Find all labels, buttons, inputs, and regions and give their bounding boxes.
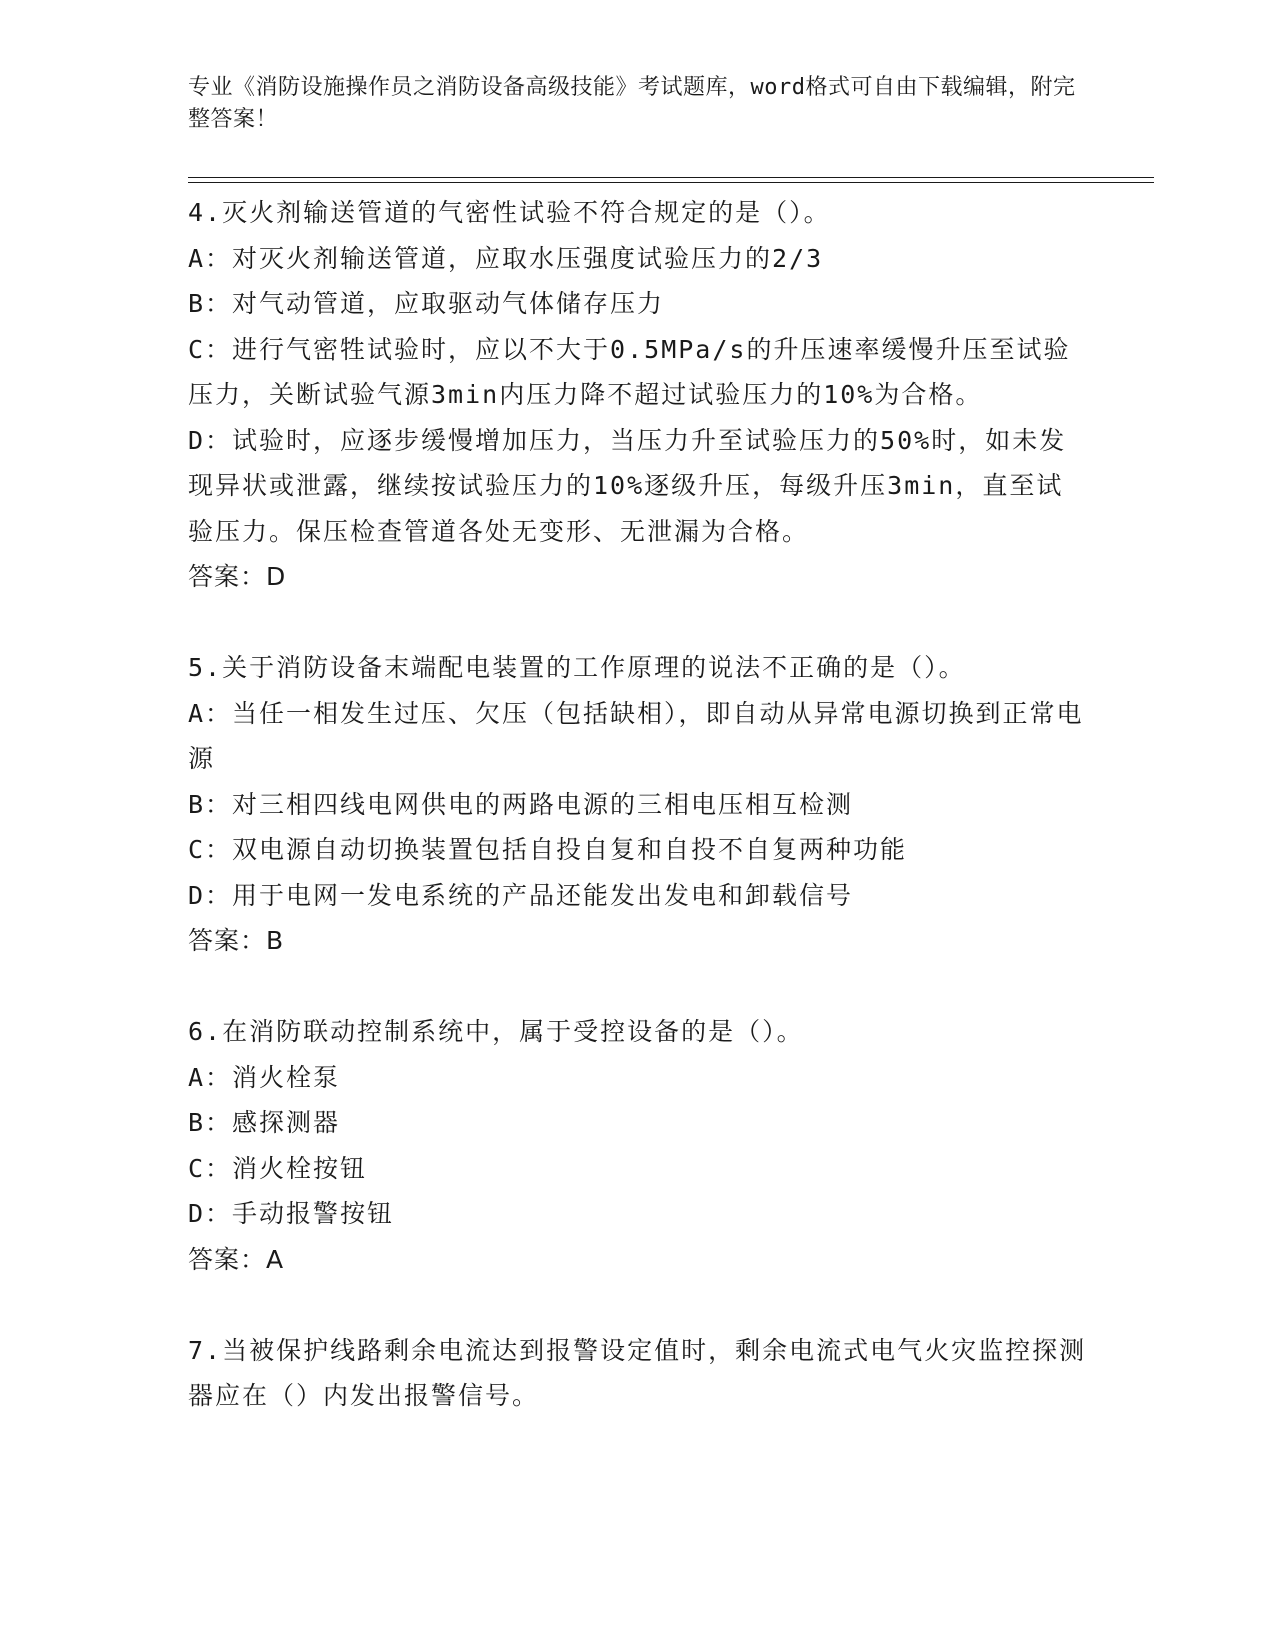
question-block (188, 1328, 1088, 1419)
spacer (188, 600, 1088, 646)
option-d: D：手动报警按钮 (188, 1199, 395, 1228)
option-a: A：消火栓泵 (188, 1062, 341, 1092)
option-c: C：进行气密牲试验时，应以不大于0.5MPa/s的升压速率缓慢升压至试验压力，关断试验气源3min内压力降不超过试验压力的10%为合格。 (188, 334, 1071, 409)
answer-line: 答案：A (188, 1244, 285, 1274)
option-b: B：对三相四线电网供电的两路电源的三相电压相互检测 (188, 789, 854, 819)
question-block (188, 190, 1088, 600)
option-c: C：消火栓按钮 (188, 1153, 368, 1183)
option-d: D：试验时，应逐步缓慢增加压力，当压力升至试验压力的50%时，如未发现异状或泄露，继续按试验压力的10%逐级升压，每级升压3min，直至试验压力。保压检查管道各处无变形、无泄漏为合格。 (188, 425, 1067, 546)
option-c: C：双电源自动切换装置包括自投自复和自投不自复两种功能 (188, 835, 908, 864)
option-b: B：感探测器 (188, 1108, 341, 1137)
document-header (188, 72, 1088, 136)
option-a: A：当任一相发生过压、欠压（包括缺相），即自动从异常电源切换到正常电源 (188, 698, 1084, 773)
question-stem: 7.当被保护线路剩余电流达到报警设定值时，剩余电流式电气火灾监控探测器应在（）内发出报警信号。 (188, 1335, 1087, 1410)
option-b: B：对气动管道，应取驱动气体储存压力 (188, 289, 665, 318)
answer-line: 答案：B (188, 926, 285, 955)
question-block (188, 645, 1088, 964)
question-list (188, 190, 1088, 1419)
spacer (188, 1282, 1088, 1328)
question-block (188, 1009, 1088, 1282)
header-divider-bottom (188, 182, 1154, 183)
spacer (188, 964, 1088, 1010)
answer-line: 答案：D (188, 562, 287, 591)
question-stem: 6.在消防联动控制系统中，属于受控设备的是（）。 (188, 1017, 804, 1046)
option-d: D：用于电网一发电系统的产品还能发出发电和卸载信号 (188, 880, 854, 910)
header-divider-top (188, 177, 1154, 178)
header-text: 专业《消防设施操作员之消防设备高级技能》考试题库，word格式可自由下载编辑，附完整答案！ (188, 75, 1076, 132)
option-a: A：对灭火剂输送管道，应取水压强度试验压力的2/3 (188, 243, 824, 273)
question-stem: 4.灭火剂输送管道的气密性试验不符合规定的是（）。 (188, 198, 831, 227)
question-stem: 5.关于消防设备末端配电装置的工作原理的说法不正确的是（）。 (188, 653, 966, 682)
